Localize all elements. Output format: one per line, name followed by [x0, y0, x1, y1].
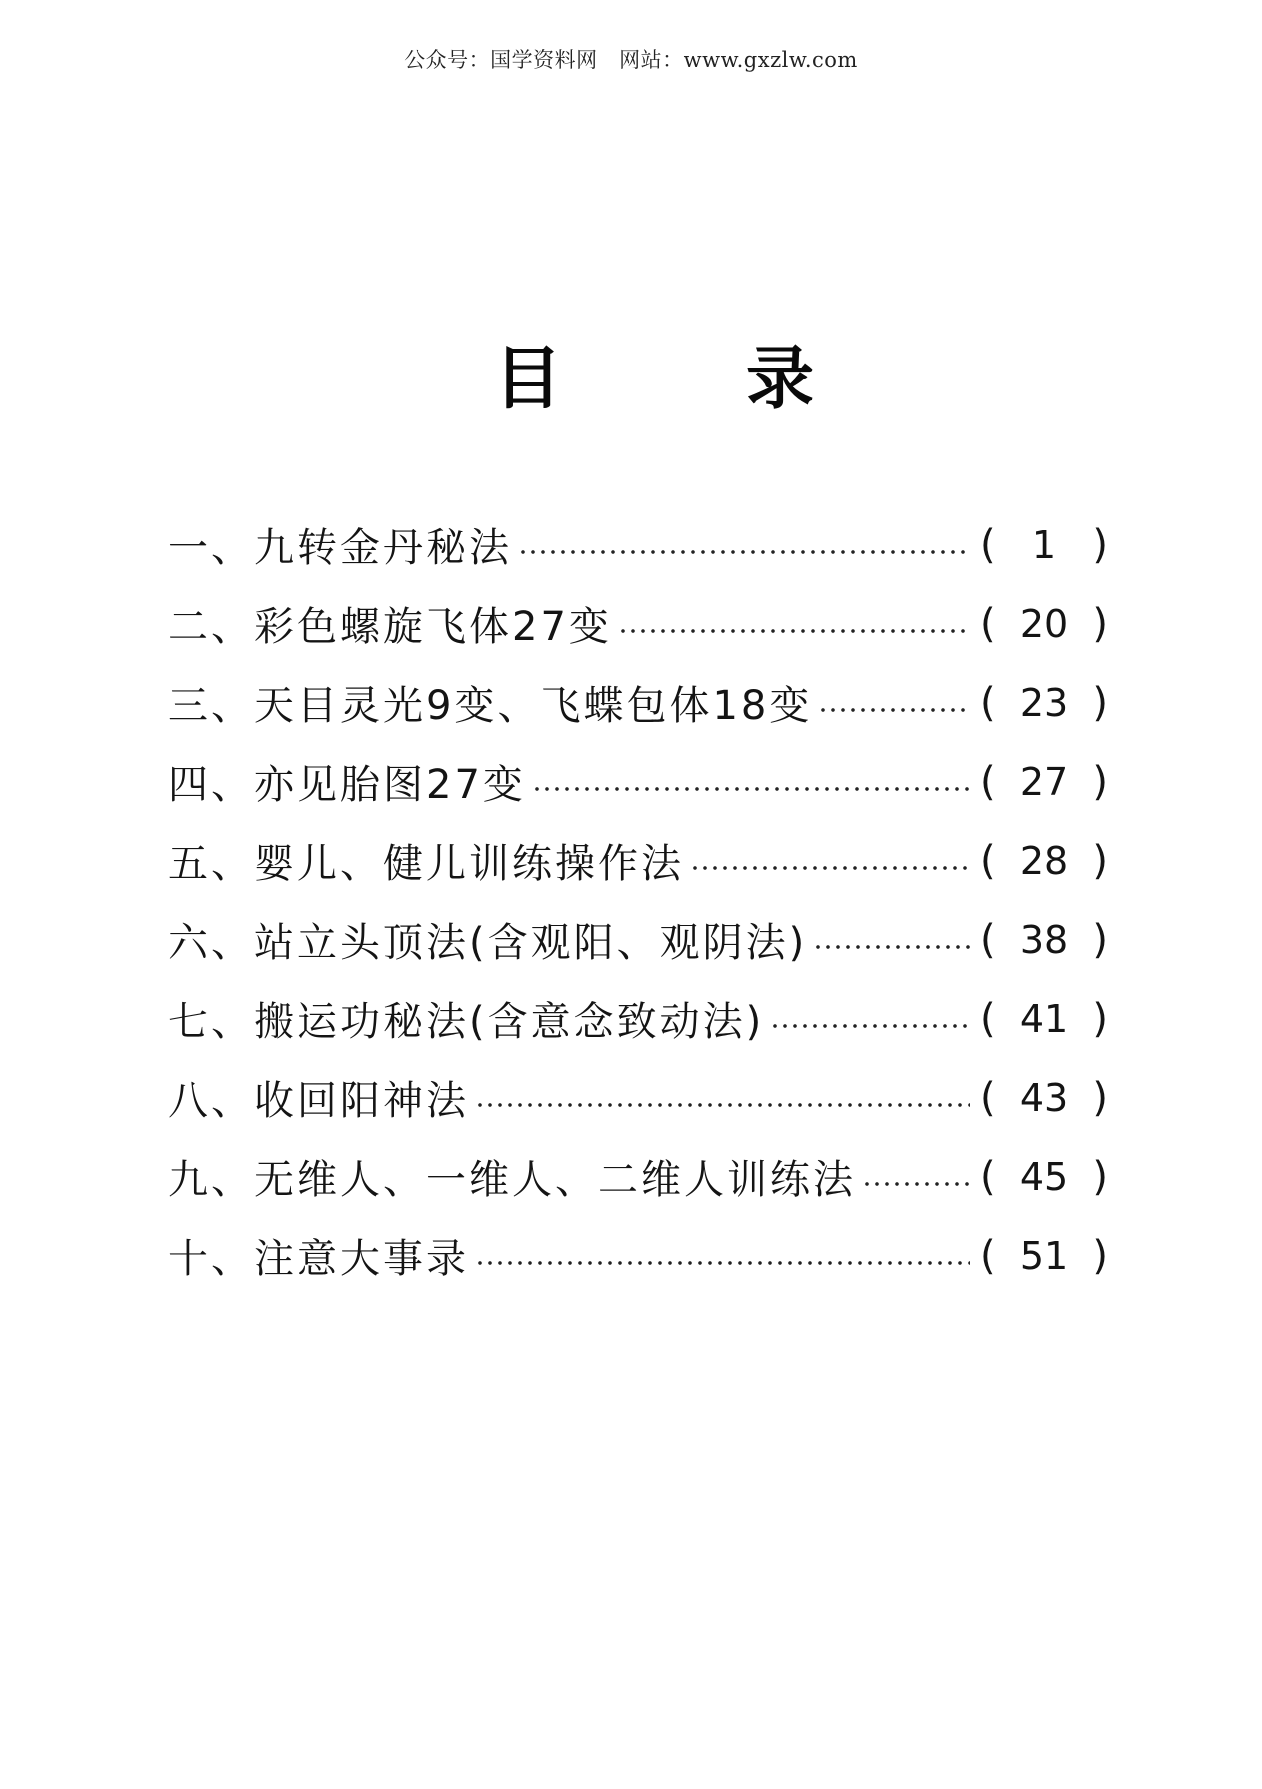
title-char-1: 目 — [494, 340, 563, 419]
page-title — [494, 340, 814, 420]
toc-page-ref — [980, 1233, 1108, 1279]
toc-entry — [168, 1216, 1108, 1295]
toc-entry — [168, 979, 1108, 1058]
toc-entry — [168, 1137, 1108, 1216]
open-paren: ( — [980, 679, 996, 726]
table-of-contents — [168, 505, 1108, 1295]
toc-page-number: 45 — [1019, 1154, 1069, 1199]
toc-page-ref — [980, 1075, 1108, 1121]
toc-page-ref — [980, 601, 1108, 647]
close-paren: ) — [1092, 916, 1108, 963]
toc-page-number: 51 — [1019, 1233, 1069, 1278]
dot-leader — [532, 786, 970, 792]
close-paren: ) — [1092, 600, 1108, 647]
toc-page-ref — [980, 680, 1108, 726]
toc-entry — [168, 821, 1108, 900]
toc-entry-title: 七、搬运功秘法(含意念致动法) — [168, 999, 765, 1045]
close-paren: ) — [1092, 1153, 1108, 1200]
toc-page-number: 20 — [1019, 601, 1069, 646]
toc-entry — [168, 900, 1108, 979]
toc-entry — [168, 742, 1108, 821]
open-paren: ( — [980, 521, 996, 568]
toc-page-ref — [980, 759, 1108, 805]
toc-entry-title: 三、天目灵光9变、飞蝶包体18变 — [168, 683, 813, 729]
open-paren: ( — [980, 916, 996, 963]
toc-page-ref — [980, 1154, 1108, 1200]
close-paren: ) — [1092, 995, 1108, 1042]
dot-leader — [862, 1181, 970, 1187]
toc-entry-title: 六、站立头顶法(含观阳、观阴法) — [168, 920, 808, 966]
toc-entry-title: 九、无维人、一维人、二维人训练法 — [168, 1157, 856, 1203]
open-paren: ( — [980, 1232, 996, 1279]
toc-entry-title: 十、注意大事录 — [168, 1236, 469, 1282]
dot-leader — [818, 707, 970, 713]
open-paren: ( — [980, 1153, 996, 1200]
title-char-2: 录 — [745, 340, 814, 419]
open-paren: ( — [980, 837, 996, 884]
dot-leader — [813, 944, 970, 950]
toc-page-number: 43 — [1019, 1075, 1069, 1120]
toc-entry — [168, 584, 1108, 663]
open-paren: ( — [980, 600, 996, 647]
toc-entry-title: 一、九转金丹秘法 — [168, 525, 512, 571]
toc-entry-title: 四、亦见胎图27变 — [168, 762, 526, 808]
toc-page-ref — [980, 522, 1108, 568]
toc-page-number: 38 — [1019, 917, 1069, 962]
dot-leader — [518, 549, 970, 555]
toc-page-number: 41 — [1019, 996, 1069, 1041]
close-paren: ) — [1092, 1074, 1108, 1121]
dot-leader — [618, 628, 970, 634]
dot-leader — [770, 1023, 970, 1029]
toc-entry-title: 八、收回阳神法 — [168, 1078, 469, 1124]
toc-page-ref — [980, 996, 1108, 1042]
dot-leader — [475, 1102, 970, 1108]
close-paren: ) — [1092, 758, 1108, 805]
close-paren: ) — [1092, 679, 1108, 726]
toc-page-number: 27 — [1019, 759, 1069, 804]
dot-leader — [475, 1260, 970, 1266]
dot-leader — [690, 865, 970, 871]
toc-entry — [168, 663, 1108, 742]
toc-page-number: 1 — [1031, 522, 1057, 567]
open-paren: ( — [980, 758, 996, 805]
close-paren: ) — [1092, 837, 1108, 884]
toc-entry — [168, 505, 1108, 584]
toc-page-number: 28 — [1019, 838, 1069, 883]
open-paren: ( — [980, 995, 996, 1042]
toc-page-ref — [980, 838, 1108, 884]
page-header-source: 公众号：国学资料网 网站：www.gxzlw.com — [404, 48, 858, 72]
toc-entry — [168, 1058, 1108, 1137]
toc-page-number: 23 — [1019, 680, 1069, 725]
open-paren: ( — [980, 1074, 996, 1121]
close-paren: ) — [1092, 1232, 1108, 1279]
toc-entry-title: 五、婴儿、健儿训练操作法 — [168, 841, 684, 887]
close-paren: ) — [1092, 521, 1108, 568]
toc-entry-title: 二、彩色螺旋飞体27变 — [168, 604, 612, 650]
toc-page-ref — [980, 917, 1108, 963]
